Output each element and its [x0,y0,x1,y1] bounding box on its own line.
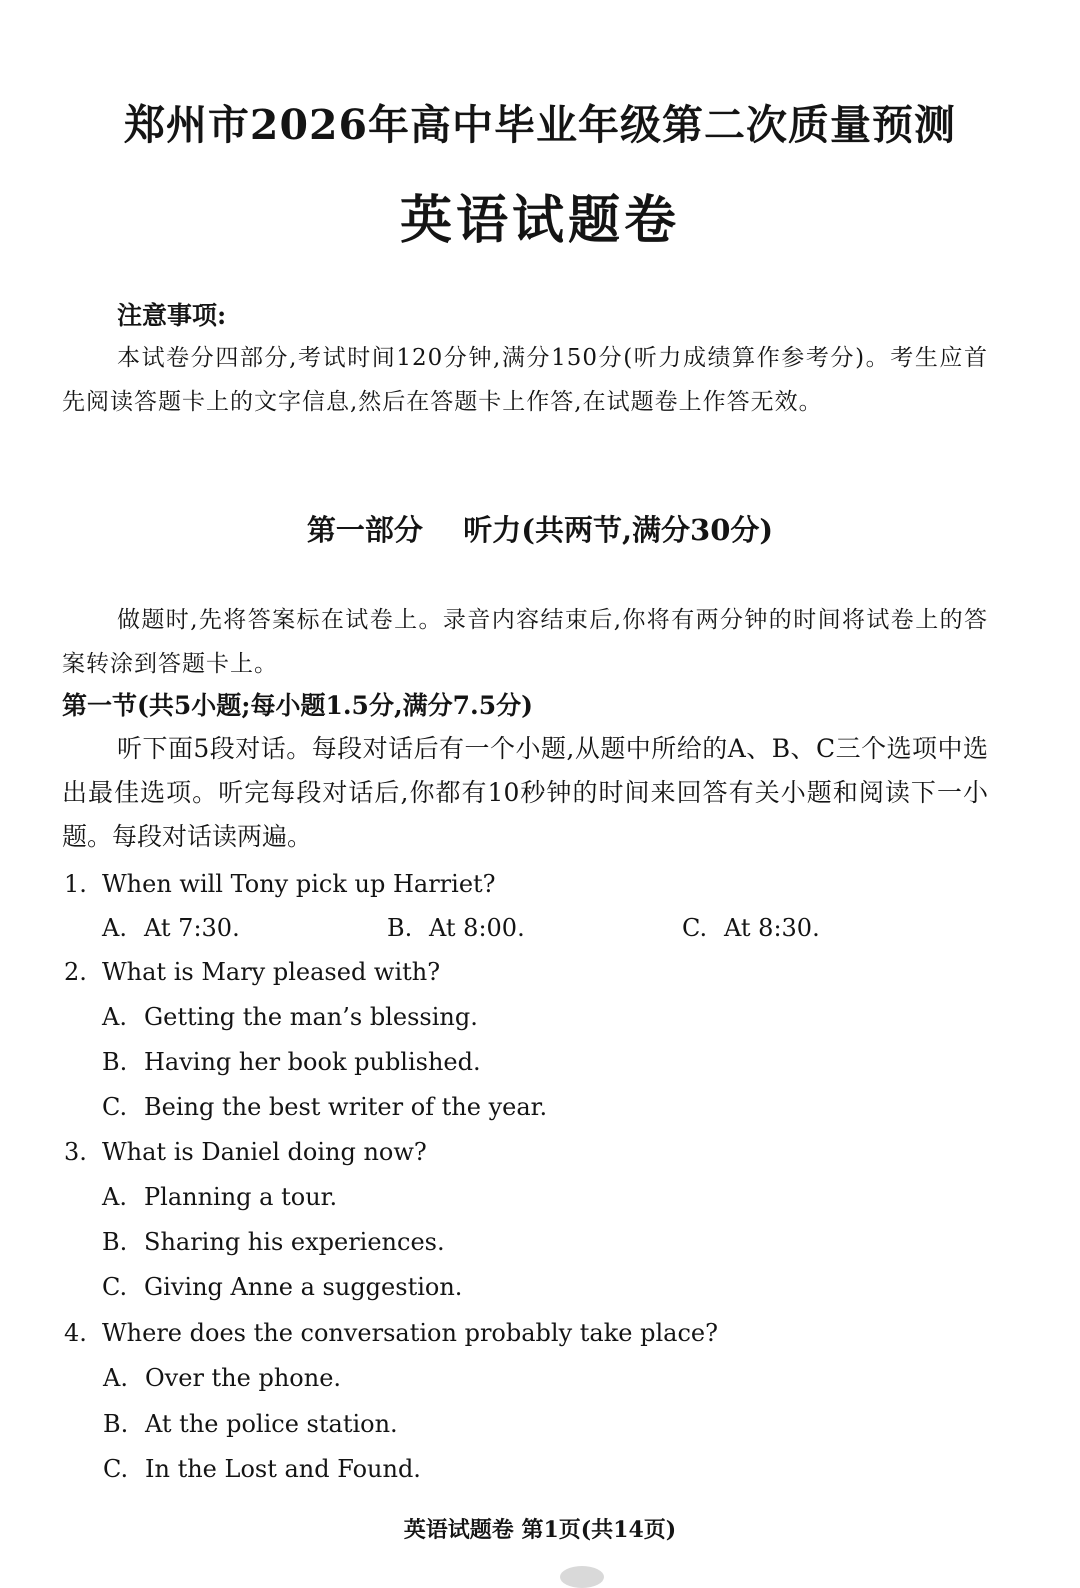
option-letter: C. [103,1455,129,1483]
exam-subtitle: 英语试题卷 [399,190,680,251]
option-letter: B. [103,1410,129,1438]
option-text: Planning a tour. [144,1183,338,1211]
question-1-option-c [682,914,820,942]
scan-artifact [560,1566,604,1588]
option-letter: C. [102,1093,128,1121]
question-2 [64,958,440,986]
question-3-option-c [102,1273,462,1301]
option-letter: B. [102,1048,128,1076]
notice-body: 本试卷分四部分,考试时间120分钟,满分150分(听力成绩算作参考分)。考生应首先阅读答题卡上的文字信息,然后在答题卡上作答,在试题卷上作答无效。 [62,345,988,415]
option-text: At the police station. [145,1410,398,1438]
question-number: 1. [64,870,87,898]
exam-title: 郑州市2026年高中毕业年级第二次质量预测 [123,101,957,149]
question-text: What is Daniel doing now? [102,1138,427,1166]
question-3-option-b [102,1228,445,1256]
question-number: 4. [64,1319,87,1347]
part-one-instruction: 做题时,先将答案标在试卷上。录音内容结束后,你将有两分钟的时间将试卷上的答案转涂到答题卡上。 [62,607,988,677]
question-number: 2. [64,958,87,986]
option-text: At 8:30. [724,914,820,942]
question-4 [64,1319,718,1347]
question-4-option-c [103,1455,421,1483]
question-1-option-b [387,914,525,942]
question-4-option-b [103,1410,398,1438]
question-3 [64,1138,427,1166]
option-letter: C. [682,914,708,942]
question-3-option-a [102,1183,337,1211]
section-one-heading: 第一节(共5小题;每小题1.5分,满分7.5分) [62,691,533,720]
option-letter: A. [102,1183,127,1211]
notice-heading: 注意事项: [117,301,227,330]
question-2-option-c [102,1093,547,1121]
option-text: Giving Anne a suggestion. [144,1273,463,1301]
question-4-option-a [103,1364,341,1392]
option-text: In the Lost and Found. [145,1455,421,1483]
page-footer: 英语试题卷 第1页(共14页) [403,1517,677,1543]
option-letter: B. [387,914,413,942]
question-1 [64,870,496,898]
option-text: Being the best writer of the year. [144,1093,548,1121]
question-text: Where does the conversation probably take place? [102,1319,718,1347]
option-letter: C. [102,1273,128,1301]
option-text: Over the phone. [145,1364,342,1392]
question-number: 3. [64,1138,87,1166]
option-letter: B. [102,1228,128,1256]
question-text: What is Mary pleased with? [102,958,441,986]
option-letter: A. [102,914,127,942]
option-text: Getting the man’s blessing. [144,1003,478,1031]
option-text: At 7:30. [144,914,240,942]
option-text: At 8:00. [429,914,525,942]
option-text: Sharing his experiences. [144,1228,445,1256]
question-2-option-b [102,1048,481,1076]
section-one-instruction: 听下面5段对话。每段对话后有一个小题,从题中所给的A、B、C三个选项中选出最佳选项。听完每段对话后,你都有10秒钟的时间来回答有关小题和阅读下一小题。每段对话读两遍。 [62,734,988,851]
question-text: When will Tony pick up Harriet? [102,870,496,898]
question-1-option-a [102,914,240,942]
option-letter: A. [103,1364,128,1392]
question-2-option-a [102,1003,478,1031]
part-one-heading: 第一部分 听力(共两节,满分30分) [306,513,774,547]
option-letter: A. [102,1003,127,1031]
option-text: Having her book published. [144,1048,481,1076]
